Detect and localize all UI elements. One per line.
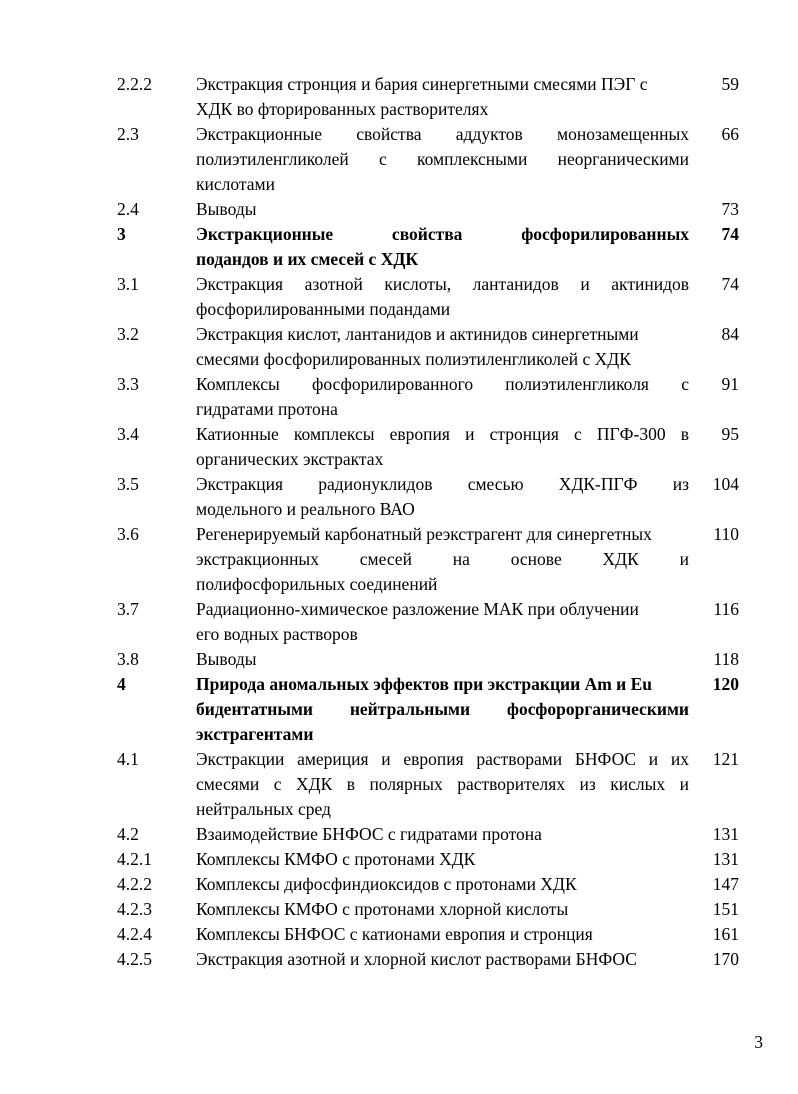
- toc-entry: [0, 372, 798, 422]
- toc-entry: [0, 197, 798, 222]
- toc-entry: [0, 122, 798, 197]
- toc-entry: [0, 222, 798, 272]
- toc-entry-title-line: Экстракция азотной и хлорной кислот растворами БНФОС: [196, 949, 637, 969]
- toc-entry-page: 147: [712, 874, 739, 894]
- toc-entry-title-line: органических экстрактах: [196, 449, 384, 469]
- toc-entry-page: 118: [713, 649, 739, 669]
- toc-entry-page: 120: [712, 674, 739, 694]
- toc-entry-number: 2.2.2: [117, 74, 152, 94]
- toc-entry-title: [196, 322, 689, 372]
- page-number: 3: [754, 1032, 763, 1052]
- toc-entry-title: [196, 422, 689, 472]
- toc-entry: [0, 897, 798, 922]
- toc-entry-title-line: Природа аномальных эффектов при экстракции Am и Eu: [196, 674, 653, 694]
- toc-entry-page: 74: [721, 274, 739, 294]
- toc-entry-number: 3: [117, 224, 126, 244]
- toc-entry-page: 84: [721, 324, 739, 344]
- toc-entry-title: [196, 747, 689, 822]
- toc-entry: [0, 947, 798, 972]
- toc-entry: [0, 472, 798, 522]
- toc-entry-title: [196, 922, 689, 947]
- toc-entry-title: [196, 222, 689, 272]
- toc-entry-title-line: экстракционных смесей на основе ХДК и: [196, 549, 689, 569]
- toc-entry-title: [196, 197, 689, 222]
- toc-entry-number: 4.2.3: [117, 899, 152, 919]
- toc-entry-title-line: гидратами протона: [196, 399, 338, 419]
- toc-entry: [0, 72, 798, 122]
- toc-entry-number: 3.3: [117, 374, 139, 394]
- toc-entry-page: 151: [712, 899, 739, 919]
- toc-entry-title-line: Экстракция радионуклидов смесью ХДК-ПГФ из: [196, 474, 689, 494]
- table-of-contents: [0, 72, 798, 972]
- toc-entry-title: [196, 122, 689, 197]
- toc-entry-title-line: Экстракции америция и европия растворами БНФОС и их: [196, 749, 689, 769]
- toc-entry: [0, 672, 798, 747]
- toc-entry-title-line: кислотами: [196, 174, 275, 194]
- toc-entry-title: [196, 947, 689, 972]
- toc-entry: [0, 822, 798, 847]
- toc-entry-number: 3.8: [117, 649, 139, 669]
- toc-entry-number: 3.2: [117, 324, 139, 344]
- toc-entry-number: 3.1: [117, 274, 139, 294]
- toc-entry-title: [196, 897, 689, 922]
- toc-entry-page: 66: [721, 124, 739, 144]
- toc-entry-page: 131: [712, 824, 739, 844]
- toc-entry-number: 4: [117, 674, 126, 694]
- toc-entry-title-line: модельного и реального ВАО: [196, 499, 415, 519]
- toc-entry-title-line: Радиационно-химическое разложение МАК при облучении: [196, 599, 639, 619]
- toc-entry-title-line: Экстракционные свойства аддуктов монозамещенных: [196, 124, 689, 144]
- toc-entry-page: 110: [713, 524, 739, 544]
- toc-entry-title-line: Комплексы фосфорилированного полиэтиленгликоля с: [196, 374, 689, 394]
- toc-entry-number: 4.2.1: [117, 849, 152, 869]
- toc-entry-number: 2.3: [117, 124, 139, 144]
- toc-entry-title-line: Катионные комплексы европия и стронция с ПГФ-300 в: [196, 424, 689, 444]
- toc-entry-title-line: Взаимодействие БНФОС с гидратами протона: [196, 824, 542, 844]
- toc-entry-title: [196, 597, 689, 647]
- toc-entry-title-line: его водных растворов: [196, 624, 358, 644]
- toc-entry-title-line: Комплексы БНФОС с катионами европия и стронция: [196, 924, 593, 944]
- toc-entry-title-line: Экстракция стронция и бария синергетными смесями ПЭГ с: [196, 74, 648, 94]
- toc-entry-title-line: Экстракция азотной кислоты, лантанидов и актинидов: [196, 274, 689, 294]
- toc-entry-title: [196, 672, 689, 747]
- toc-entry-title: [196, 272, 689, 322]
- toc-entry: [0, 747, 798, 822]
- toc-entry-number: 3.5: [117, 474, 139, 494]
- toc-entry-title-line: экстрагентами: [196, 724, 314, 744]
- toc-entry-number: 3.6: [117, 524, 139, 544]
- toc-entry-number: 4.2.2: [117, 874, 152, 894]
- toc-entry-title: [196, 372, 689, 422]
- toc-entry-page: 121: [712, 749, 739, 769]
- toc-entry-number: 4.1: [117, 749, 139, 769]
- toc-entry-page: 73: [721, 199, 739, 219]
- toc-entry-title-line: Выводы: [196, 649, 257, 669]
- toc-entry-title-line: Комплексы КМФО с протонами хлорной кислоты: [196, 899, 569, 919]
- toc-entry-page: 161: [712, 924, 739, 944]
- toc-entry-title-line: Экстракция кислот, лантанидов и актинидов синергетными: [196, 324, 639, 344]
- toc-entry-title: [196, 847, 689, 872]
- toc-entry-title-line: ХДК во фторированных растворителях: [196, 99, 489, 119]
- toc-entry: [0, 597, 798, 647]
- toc-entry-number: 2.4: [117, 199, 139, 219]
- toc-entry-title: [196, 472, 689, 522]
- toc-entry-page: 59: [721, 74, 739, 94]
- toc-entry-number: 4.2.5: [117, 949, 152, 969]
- toc-entry-page: 170: [712, 949, 739, 969]
- toc-entry-title: [196, 522, 689, 597]
- toc-entry: [0, 322, 798, 372]
- toc-entry: [0, 872, 798, 897]
- toc-entry: [0, 647, 798, 672]
- toc-entry-title-line: полифосфорильных соединений: [196, 574, 438, 594]
- toc-entry-number: 4.2: [117, 824, 139, 844]
- toc-entry-title-line: нейтральных сред: [196, 799, 331, 819]
- toc-entry-title-line: Экстракционные свойства фосфорилированных: [196, 224, 689, 244]
- toc-entry-title: [196, 72, 689, 122]
- toc-entry-title-line: фосфорилированными подандами: [196, 299, 451, 319]
- toc-entry: [0, 522, 798, 597]
- toc-entry: [0, 847, 798, 872]
- toc-entry: [0, 422, 798, 472]
- toc-entry-title: [196, 822, 689, 847]
- toc-entry-page: 91: [721, 374, 739, 394]
- toc-entry-page: 104: [712, 474, 739, 494]
- toc-entry-page: 95: [721, 424, 739, 444]
- toc-entry-title-line: подандов и их смесей с ХДК: [196, 249, 419, 269]
- toc-entry-title-line: смесями фосфорилированных полиэтиленгликолей с ХДК: [196, 349, 631, 369]
- toc-entry-page: 74: [721, 224, 739, 244]
- toc-entry-number: 3.7: [117, 599, 139, 619]
- toc-entry-title-line: Регенерируемый карбонатный реэкстрагент для синергетных: [196, 524, 652, 544]
- toc-entry-number: 3.4: [117, 424, 139, 444]
- toc-entry-title-line: бидентатными нейтральными фосфорорганическими: [196, 699, 689, 719]
- toc-entry-title: [196, 872, 689, 897]
- toc-entry-title-line: Выводы: [196, 199, 257, 219]
- toc-entry-title-line: Комплексы КМФО с протонами ХДК: [196, 849, 476, 869]
- toc-entry-title-line: Комплексы дифосфиндиоксидов с протонами ХДК: [196, 874, 577, 894]
- toc-entry: [0, 922, 798, 947]
- toc-entry-page: 116: [713, 599, 739, 619]
- toc-entry-number: 4.2.4: [117, 924, 152, 944]
- toc-entry-title-line: полиэтиленгликолей с комплексными неорганическими: [196, 149, 689, 169]
- toc-entry: [0, 272, 798, 322]
- toc-entry-title-line: смесями с ХДК в полярных растворителях из кислых и: [196, 774, 689, 794]
- toc-entry-title: [196, 647, 689, 672]
- toc-entry-page: 131: [712, 849, 739, 869]
